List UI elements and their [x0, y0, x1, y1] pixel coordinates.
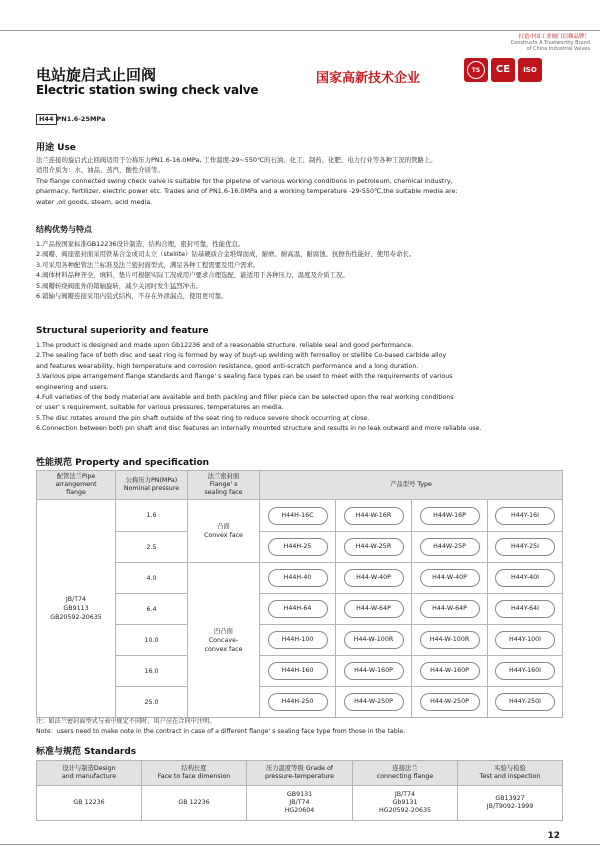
type-cell: H44H-16C	[260, 500, 336, 532]
std-face-cell: GB 12236	[142, 786, 247, 821]
standards-table	[36, 760, 563, 821]
col-head-pipe-flange: 配管法兰Pipe arrangement flange	[37, 471, 116, 500]
structure-cn-line: 1.产品按国家标准GB12236设计制造，结构合理，密封可靠，性能优良。	[36, 240, 245, 248]
std-head-design: 设计与制造Design and manufacture	[37, 761, 142, 786]
table-row	[37, 687, 563, 718]
std-flange-cell: JB/T74 Gb9131 HG20592-20635	[353, 786, 458, 821]
table-row	[37, 786, 563, 821]
table-row	[37, 532, 563, 563]
type-cell: H44-W-16R	[336, 500, 412, 532]
type-cell: H44-W-100R	[336, 625, 412, 656]
ce-cert-logo: CE	[491, 58, 515, 82]
table-row	[37, 656, 563, 687]
std-head-pressure-temperature: 压力温度等级 Grade of pressure-temperature	[247, 761, 353, 786]
structure-en-line: 6.Connection between both pin shaft and disc features an internally mounted structure and results in no leak outward and more reliable use.	[36, 425, 482, 433]
tagline-cn: 打造中国工业阀门信赖品牌！	[518, 34, 590, 40]
product-title-en: Electric station swing check valve	[36, 83, 259, 97]
product-title-cn: 电站旋启式止回阀	[36, 66, 157, 84]
usage-line: 法兰连接的旋启式止回阀适用于公称压力PN1.6-16.0MPa, 工作温度-29~550℃的石油、化工、制药、化肥、电力行业等各种工况的管路上。	[36, 156, 437, 164]
top-divider	[0, 30, 600, 31]
model-pressure-tag	[36, 114, 105, 125]
type-cell: H44-W-64P	[336, 594, 412, 625]
usage-line: pharmacy, fertilizer, electric power etc. Trades and of PN1.6-16.0MPa and a working temperature -29-550℃,the suitable media are:	[36, 187, 458, 196]
type-cell: H44W-16P	[412, 500, 488, 532]
usage-text	[36, 155, 458, 207]
high-tech-enterprise-label: 国家高新技术企业	[316, 71, 421, 86]
type-cell: H44-W-160P	[336, 656, 412, 687]
tagline-en-line2: of China Industrial Valves	[526, 46, 590, 52]
type-cell: H44Y-64I	[488, 594, 563, 625]
type-cell: H44Y-100I	[488, 625, 563, 656]
type-cell: H44-W-100R	[412, 625, 488, 656]
bottom-divider	[0, 844, 600, 845]
spec-table	[36, 470, 563, 718]
spec-note-en: Note：users need to make note in the contract in case of a different flange' s sealing face type from those in the table.	[36, 728, 406, 735]
table-row	[37, 500, 563, 532]
table-row	[37, 594, 563, 625]
std-test-cell: GB13927 JB/T9092-1999	[458, 786, 563, 821]
type-cell: H44H-40	[260, 563, 336, 594]
type-cell: H44H-160	[260, 656, 336, 687]
type-cell: H44W-25P	[412, 532, 488, 563]
structure-en-text	[36, 341, 481, 435]
std-pt-cell: GB9131 JB/T74 HG20604	[247, 786, 353, 821]
type-cell: H44-W-25R	[336, 532, 412, 563]
structure-en-line: 2.The sealing face of both disc and seat ring is formed by way of buyt-up welding with ferroalloy or stellite Co-based carbide alloy	[36, 352, 447, 360]
structure-en-line: or user' s requirement, suitable for various pressures, temperatures an media.	[36, 404, 284, 412]
usage-heading: 用途 Use	[36, 143, 76, 153]
structure-cn-line: 3.可采用各种配管法兰标准及法兰密封面型式，满足各种工程需要及用户需求。	[36, 260, 260, 269]
type-cell: H44-W-250P	[336, 687, 412, 718]
type-cell: H44H-64	[260, 594, 336, 625]
flange-standards-cell: JB/T74 GB9113 GB20592-20635	[37, 500, 116, 718]
structure-en-line: 4.Full varieties of the body material are available and both packing and filler piece can be selected upon the real working conditions	[36, 394, 454, 402]
structure-en-line: and features wearability, high temperature and corrosion resistance, good anti-scratch performance and a long duration.	[36, 362, 419, 370]
table-row	[37, 563, 563, 594]
usage-line: water ,oil goods, steam, acid media.	[36, 197, 153, 206]
page-number: 12	[547, 831, 560, 841]
type-cell: H44Y-160I	[488, 656, 563, 687]
structure-en-heading: Structural superiority and feature	[36, 326, 209, 336]
type-cell: H44H-100	[260, 625, 336, 656]
usage-line: 适用介质为：水、油品、蒸汽、酸性介质等。	[36, 166, 164, 175]
structure-cn-line: 6.销轴与阀瓣连接采用内装式结构，不存在外泄漏点，使用更可靠。	[36, 292, 228, 301]
structure-en-line: 5.The disc rotates around the pin shaft outside of the seat ring to reduce severe shock occurring at close.	[36, 414, 370, 422]
pn-cell: 1.6	[116, 500, 188, 532]
type-cell: H44-W-250P	[412, 687, 488, 718]
convex-face-cell: 凸面 Convex face	[188, 500, 260, 563]
structure-cn-line: 2.阀瓣、阀座密封面采用铁基合金或司太立（stellite）钴基硬质合金堆焊而成，耐磨、耐高温、耐腐蚀、抗擦伤性能好、使用寿命长。	[36, 250, 416, 259]
std-head-connecting-flange: 连接法兰 connecting flange	[353, 761, 458, 786]
concave-convex-face-cell: 凹凸面 Concave- convex face	[188, 563, 260, 718]
structure-en-line: engineering and users.	[36, 383, 109, 391]
model-pressure-range: PN1.6-25MPa	[56, 115, 106, 123]
type-cell: H44-W-64P	[412, 594, 488, 625]
structure-en-line: 3.Various pipe arrangement flange standards and flange' s sealing face types can be used to meet with the requirements of various	[36, 373, 453, 381]
structure-cn-line: 5.阀瓣转绕阀座外的销轴旋转，减少关闭时发生猛烈冲击。	[36, 281, 202, 290]
pn-cell: 16.0	[116, 656, 188, 687]
type-cell: H44Y-16I	[488, 500, 563, 532]
col-head-nominal-pressure: 公称压力PN(MPa) Nominal pressure	[116, 471, 188, 500]
pn-cell: 25.0	[116, 687, 188, 718]
structure-cn-line: 4.阀体材料品种齐全，填料、垫片可根据实际工况或用户要求合理选配，能适用于各种压力、温度及介质工况。	[36, 271, 349, 280]
structure-en-line: 1.The product is designed and made upon Gb12236 and of a reasonable structure. reliable seal and good performance.	[36, 342, 414, 349]
type-cell: H44H-25	[260, 532, 336, 563]
tagline-en-line1: Constructs A Trustworthy Brand	[510, 40, 590, 46]
type-cell: H44Y-40I	[488, 563, 563, 594]
standards-heading: 标准与规范 Standards	[36, 747, 137, 757]
pn-cell: 4.0	[116, 563, 188, 594]
structure-cn-text	[36, 239, 415, 301]
col-head-type: 产品型号 Type	[260, 471, 563, 500]
pn-cell: 10.0	[116, 625, 188, 656]
type-cell: H44H-250	[260, 687, 336, 718]
col-head-sealing-face: 法兰密封面 Flange' s sealing face	[188, 471, 260, 500]
usage-line: The flange connected swing check valve is suitable for the pipeline of various working conditions in petroleum, chemical industry,	[36, 176, 453, 185]
std-design-cell: GB 12236	[37, 786, 142, 821]
type-cell: H44Y-250I	[488, 687, 563, 718]
std-head-face-to-face: 结构长度 Face to face dimension	[142, 761, 247, 786]
type-cell: H44-W-40P	[412, 563, 488, 594]
pn-cell: 6.4	[116, 594, 188, 625]
pn-cell: 2.5	[116, 532, 188, 563]
table-row	[37, 625, 563, 656]
model-code-box: H44	[36, 114, 57, 125]
type-cell: H44-W-160P	[412, 656, 488, 687]
iso-cert-logo: ISO	[518, 58, 542, 82]
type-cell: H44-W-40P	[336, 563, 412, 594]
ts-cert-logo: TS	[464, 58, 488, 82]
brand-tagline	[511, 34, 590, 52]
spec-heading: 性能规范 Property and specification	[36, 458, 210, 468]
type-cell: H44Y-25I	[488, 532, 563, 563]
std-head-test-inspection: 实验与检验 Test and inspection	[458, 761, 563, 786]
spec-note-cn: 注：如法兰密封面型式与表中规定不同时，用户应在合同中注明。	[36, 718, 216, 725]
structure-cn-heading: 结构优势与特点	[36, 225, 92, 234]
